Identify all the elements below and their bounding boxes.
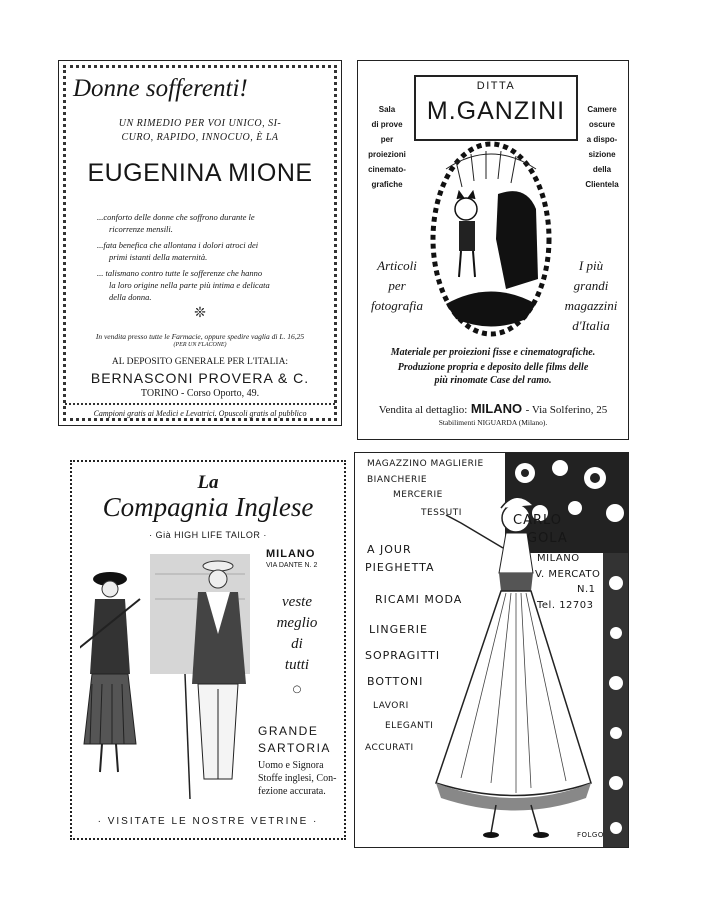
left-script-line: Articoli [377, 258, 417, 273]
left-col-line: grafiche [371, 180, 403, 189]
formerly-line: · Già HIGH LIFE TAILOR · [149, 530, 267, 540]
bullet-2-line-2: primi istanti della maternità. [109, 252, 208, 262]
plant-line: Stabilimenti NIGUARDA (Milano). [438, 418, 548, 427]
sale-line: In vendita presso tutte le Farmacie, oppure spedire vaglia di L. 16,25 [95, 332, 305, 341]
left-column [362, 102, 412, 192]
ad-compagnia-inglese [70, 460, 346, 840]
slogan-line: meglio [276, 615, 318, 631]
ornament-star: ❊ [194, 305, 206, 321]
bullet-1-line-2: ricorrenze mensili. [109, 224, 173, 234]
brand-name: M.GANZINI [426, 97, 566, 125]
item-sopragitti: SOPRAGITTI [365, 649, 441, 662]
line-2: Produzione propria e deposito delle films delle [397, 362, 589, 373]
right-script [556, 256, 626, 336]
intro-line-2: CURO, RAPIDO, INNOCUO, È LA [121, 132, 279, 143]
headline: Donne sofferenti! [73, 75, 248, 102]
slogan-line: tutti [284, 657, 310, 673]
right-script-line: I più [578, 258, 604, 273]
ad-carlo-gola [354, 452, 629, 848]
right-script-line: d'Italia [572, 318, 610, 333]
company-name: BERNASCONI PROVERA & C. [90, 370, 310, 386]
bullet-3 [97, 267, 270, 303]
sale-sub: (PER UN FLACONE) [173, 342, 227, 348]
left-col-line: cinemato- [368, 165, 406, 174]
retail-line [358, 401, 628, 416]
bullet-2 [97, 239, 258, 263]
footer-note: Campioni gratis ai Medici e Levatrici. Opuscoli gratis al pubblico [93, 409, 307, 418]
ad-ganzini [357, 60, 629, 440]
desc-line: fezione accurata. [258, 786, 326, 797]
right-col-line: a dispo- [586, 135, 618, 144]
right-script-line: magazzini [564, 298, 618, 313]
desc-line: Stoffe inglesi, Con- [258, 773, 337, 784]
right-script-line: grandi [573, 278, 609, 293]
product-name: EUGENINA MIONE [87, 159, 313, 187]
top-line-2: BIANCHERIE [367, 475, 428, 485]
side-decoration [603, 553, 629, 848]
item-ricami-moda: RICAMI MODA [375, 593, 463, 606]
owner-first-name: CARLO [513, 513, 563, 528]
desc-line: Uomo e Signora [258, 760, 324, 771]
top-line-3: MERCERIE [393, 490, 443, 500]
oval-illustration [426, 139, 556, 339]
top-line-1: MAGAZZINO MAGLIERIE [367, 459, 484, 469]
footer-slogan: · VISITATE LE NOSTRE VETRINE · [97, 816, 319, 827]
bullet-3-line-3: della donna. [109, 292, 152, 302]
company-name: Compagnia Inglese [102, 492, 314, 522]
description [258, 759, 336, 798]
dress-illustration [421, 463, 601, 843]
right-column [578, 102, 626, 192]
couple-illustration [80, 554, 252, 814]
bullet-2-line-1: ...fata benefica che allontana i dolori atroci dei [97, 240, 259, 250]
bullet-1 [97, 211, 255, 235]
city: MILANO [266, 548, 316, 560]
right-col-line: sizione [588, 150, 616, 159]
line-1: Materiale per proiezioni fisse e cinematografiche. [390, 347, 596, 358]
sartoria: SARTORIA [258, 741, 331, 755]
item-accurati: ACCURATI [365, 743, 414, 753]
item-a-jour: A JOUR [367, 543, 412, 556]
left-col-line: proiezioni [368, 150, 406, 159]
slogan-line: di [291, 636, 303, 652]
right-col-line: oscure [588, 120, 616, 129]
street: VIA DANTE N. 2 [266, 562, 318, 569]
retail-street: - Via Solferino, 25 [525, 404, 608, 416]
ditta-label: DITTA [476, 80, 516, 92]
retail-city: MILANO [470, 401, 523, 416]
right-col-line: della [592, 165, 612, 174]
ad-eugenina-mione [58, 60, 342, 426]
item-pieghetta: PIEGHETTA [365, 561, 435, 574]
bullet-3-line-2: la loro origine nella parte più intima e delicata [109, 280, 270, 290]
item-bottoni: BOTTONI [367, 675, 424, 688]
left-script [366, 256, 428, 316]
addr-1: MILANO [537, 553, 580, 564]
la-label: La [197, 472, 219, 493]
line-3: più rinomate Case del ramo. [434, 375, 552, 386]
left-col-line: Sala [378, 105, 396, 114]
left-col-line: di prove [371, 120, 403, 129]
ornament-circle: ○ [292, 684, 302, 695]
top-line-4: TESSUTI [421, 508, 462, 518]
addr-2: V. MERCATO [535, 569, 601, 580]
left-script-line: fotografia [370, 298, 423, 313]
intro-line-1: UN RIMEDIO PER VOI UNICO, SI- [118, 118, 282, 129]
slogan-line: veste [282, 594, 312, 610]
owner-last-name: GOLA [527, 531, 568, 546]
item-lingerie: LINGERIE [369, 623, 428, 636]
divider [65, 403, 335, 405]
item-eleganti: ELEGANTI [385, 721, 434, 731]
right-col-line: Clientela [585, 180, 619, 189]
left-script-line: per [388, 278, 406, 293]
right-col-line: Camere [587, 105, 617, 114]
grande: GRANDE [258, 724, 319, 738]
artist-signature: FOLGO [577, 831, 604, 839]
slogan [252, 592, 342, 676]
depot-label: AL DEPOSITO GENERALE PER L'ITALIA: [111, 357, 289, 367]
bullet-3-line-1: ... talismano contro tutte le sofferenze che hanno [97, 268, 263, 278]
left-col-line: per [380, 135, 394, 144]
addr-4: Tel. 12703 [537, 600, 594, 611]
bullet-1-line-1: ...conforto delle donne che soffrono durante le [97, 212, 255, 222]
item-lavori: LAVORI [373, 701, 409, 711]
company-address: TORINO - Corso Oporto, 49. [140, 388, 260, 399]
retail-label: Vendita al dettaglio: [378, 404, 468, 416]
addr-3: N.1 [577, 584, 596, 595]
